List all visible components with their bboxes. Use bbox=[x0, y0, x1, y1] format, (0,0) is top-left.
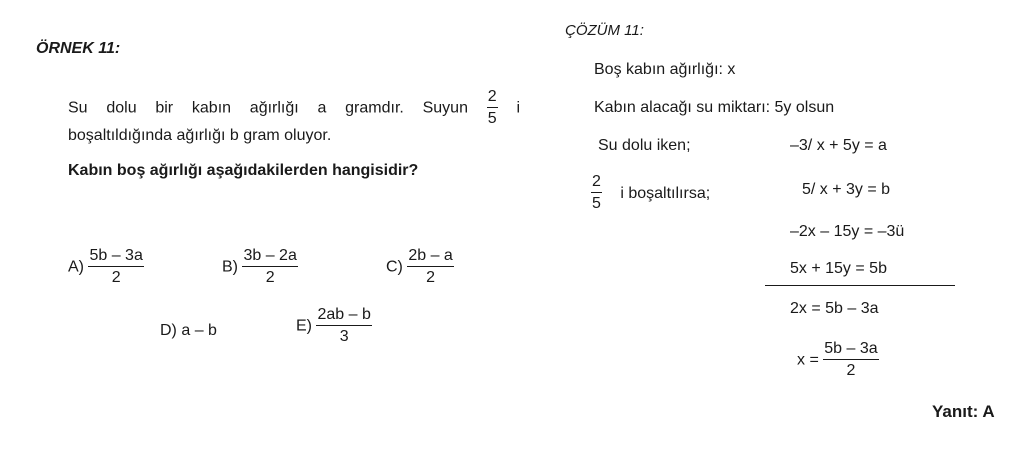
solution-eq5: 2x = 5b – 3a bbox=[790, 300, 879, 317]
example-title: ÖRNEK 11: bbox=[36, 40, 121, 57]
solution-row1-left: Su dolu iken; bbox=[598, 137, 691, 154]
problem-line-2: boşaltıldığında ağırlığı b gram oluyor. bbox=[68, 127, 332, 144]
problem-text-b: i bbox=[516, 99, 521, 117]
option-e: E) $\frac{2ab - b}{3}$ bbox=[296, 306, 371, 346]
addition-rule bbox=[765, 285, 955, 286]
option-b: B) $\frac{3b - 2a}{2}$ bbox=[222, 247, 297, 287]
solution-line-2: Kabın alacağı su miktarı: 5y olsun bbox=[594, 99, 835, 116]
solution-title: ÇÖZÜM 11: bbox=[565, 22, 644, 39]
problem-text-a: Su dolu bir kabın ağırlığı a gramdır. Suyun bbox=[68, 99, 468, 117]
solution-eq4: 5x + 15y = 5b bbox=[790, 260, 887, 277]
solution-line-1: Boş kabın ağırlığı: x bbox=[594, 61, 736, 78]
fraction-two-fifths: $\frac{2}{5}$ bbox=[487, 88, 497, 128]
solution-row2-left: $\frac{2}{5}$ i boşaltılırsa; bbox=[592, 173, 711, 213]
answer-label: Yanıt: A bbox=[932, 402, 995, 421]
solution-row2-right: 5/ x + 3y = b bbox=[802, 181, 891, 198]
option-c: C) $\frac{2b - a}{2}$ bbox=[386, 247, 453, 287]
option-d: D) a – b bbox=[160, 322, 217, 339]
fraction-two-fifths-solution: $\frac{2}{5}$ bbox=[592, 173, 601, 213]
solution-eq3: –2x – 15y = –3ü bbox=[790, 223, 905, 240]
question-text: Kabın boş ağırlığı aşağıdakilerden hangisidir? bbox=[68, 162, 419, 179]
solution-eq6: x = $\frac{5b - 3a}{2}$ bbox=[797, 340, 878, 380]
problem-line-1 bbox=[68, 88, 520, 129]
option-a: A) $\frac{5b - 3a}{2}$ bbox=[68, 247, 143, 287]
solution-row1-right: –3/ x + 5y = a bbox=[790, 137, 887, 154]
